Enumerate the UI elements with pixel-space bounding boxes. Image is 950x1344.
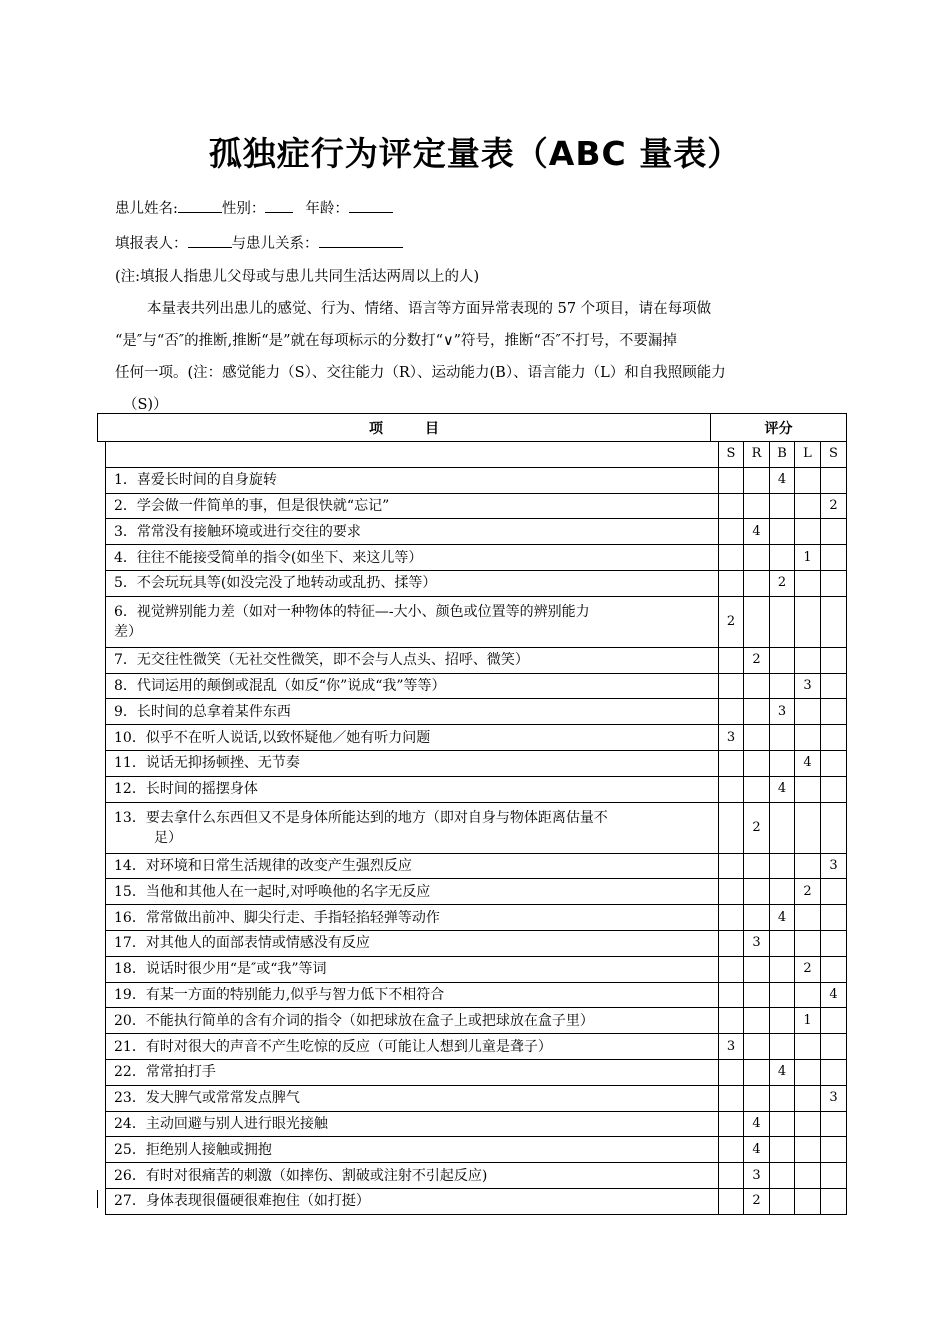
- score-b-cell[interactable]: 4: [770, 776, 795, 802]
- score-b-cell[interactable]: [770, 519, 795, 545]
- item-text: [106, 956, 719, 982]
- score-b-cell[interactable]: [770, 493, 795, 519]
- score-r-cell[interactable]: [744, 750, 770, 776]
- score-s2-cell[interactable]: 4: [821, 982, 847, 1008]
- score-l-cell[interactable]: [795, 853, 821, 879]
- score-s2-cell[interactable]: [821, 519, 847, 545]
- score-l-cell[interactable]: [795, 699, 821, 725]
- score-s2-cell[interactable]: [821, 1188, 847, 1214]
- score-s-cell[interactable]: [719, 1111, 744, 1137]
- item-text: [106, 1034, 719, 1060]
- table-row: [106, 1111, 847, 1137]
- item-text: [106, 879, 719, 905]
- score-l-cell[interactable]: [795, 519, 821, 545]
- score-b-cell[interactable]: [770, 982, 795, 1008]
- column-header-s: S: [719, 442, 744, 468]
- score-b-cell[interactable]: [770, 1008, 795, 1034]
- item-text-line: 21．有时对很大的声音不产生吃惊的反应（可能让人想到儿童是聋子）: [114, 1038, 552, 1055]
- item-text-line: 4．往往不能接受简单的指令(如坐下、来这儿等）: [114, 549, 423, 566]
- item-text-line: 13．要去拿什么东西但又不是身体所能达到的地方（即对自身与物体距离估量不: [114, 809, 608, 826]
- score-r-cell[interactable]: [744, 570, 770, 596]
- table-row: [106, 519, 847, 545]
- score-b-cell[interactable]: [770, 1163, 795, 1189]
- score-l-cell[interactable]: [795, 570, 821, 596]
- score-s2-cell[interactable]: 3: [821, 853, 847, 879]
- score-s-cell[interactable]: [719, 853, 744, 879]
- item-text-line: 11．说话无抑扬顿挫、无节奏: [114, 755, 300, 772]
- instructions-line-3: 任何一项。(注：感觉能力（S）、交往能力（R）、运动能力(B）、语言能力（L）和自我照顾能力: [115, 365, 726, 381]
- score-r-cell[interactable]: 4: [744, 519, 770, 545]
- score-s-cell[interactable]: [719, 956, 744, 982]
- score-r-cell[interactable]: 2: [744, 1188, 770, 1214]
- item-text-line: 27．身体表现很僵硬很难抱住（如打挺）: [114, 1193, 370, 1210]
- item-text: [106, 1008, 719, 1034]
- item-text: [106, 930, 719, 956]
- table-row: [106, 905, 847, 931]
- item-text: [106, 647, 719, 673]
- score-r-cell[interactable]: [744, 1034, 770, 1060]
- score-l-cell[interactable]: [795, 493, 821, 519]
- item-text-line: 20．不能执行简单的含有介词的指令（如把球放在盒子上或把球放在盒子里）: [114, 1012, 594, 1029]
- score-b-cell[interactable]: [770, 879, 795, 905]
- score-l-cell[interactable]: 3: [795, 673, 821, 699]
- item-text-continuation: 足）: [154, 829, 182, 846]
- score-r-cell[interactable]: [744, 467, 770, 493]
- name-label: 患儿姓名:: [115, 201, 178, 217]
- score-s-cell[interactable]: [719, 1188, 744, 1214]
- score-b-cell[interactable]: 4: [770, 467, 795, 493]
- item-text: [106, 725, 719, 751]
- score-r-cell[interactable]: [744, 596, 770, 647]
- item-text-line: 16．常常做出前冲、脚尖行走、手指轻掐轻弹等动作: [114, 909, 440, 926]
- score-s2-cell[interactable]: [821, 930, 847, 956]
- item-text-line: 6．视觉辨别能力差（如对一种物体的特征—-大小、颜色或位置等的辨别能力: [114, 603, 590, 620]
- header-score: 评分: [711, 414, 847, 442]
- item-text: [106, 467, 719, 493]
- score-s2-cell[interactable]: [821, 1111, 847, 1137]
- score-b-cell[interactable]: [770, 545, 795, 571]
- score-l-cell[interactable]: 2: [795, 956, 821, 982]
- table-row: [106, 1188, 847, 1214]
- item-text: [106, 1085, 719, 1111]
- table-row: [106, 802, 847, 853]
- table-edge-line: [97, 1190, 98, 1208]
- score-l-cell[interactable]: [795, 905, 821, 931]
- score-r-cell[interactable]: [744, 1008, 770, 1034]
- column-header-s2: S: [821, 442, 847, 468]
- table-row: [106, 647, 847, 673]
- score-s2-cell[interactable]: [821, 467, 847, 493]
- score-s-cell[interactable]: [719, 1008, 744, 1034]
- item-text-line: 3．常常没有接触环境或进行交往的要求: [114, 523, 361, 540]
- item-text: [106, 1111, 719, 1137]
- item-text-line: 26．有时对很痛苦的刺激（如摔伤、割破或注射不引起反应): [114, 1167, 488, 1184]
- score-s2-cell[interactable]: [821, 956, 847, 982]
- score-s2-cell[interactable]: [821, 879, 847, 905]
- score-s2-cell[interactable]: [821, 1059, 847, 1085]
- score-s2-cell[interactable]: [821, 545, 847, 571]
- score-s2-cell[interactable]: [821, 776, 847, 802]
- score-s2-cell[interactable]: [821, 1163, 847, 1189]
- table-row: [106, 1163, 847, 1189]
- score-r-cell[interactable]: 2: [744, 802, 770, 853]
- score-s2-cell[interactable]: [821, 570, 847, 596]
- score-s-cell[interactable]: [719, 545, 744, 571]
- score-s-cell[interactable]: [719, 1059, 744, 1085]
- table-row: [106, 570, 847, 596]
- score-b-cell[interactable]: [770, 1188, 795, 1214]
- item-text: [106, 1059, 719, 1085]
- score-l-cell[interactable]: [795, 930, 821, 956]
- score-l-cell[interactable]: [795, 1137, 821, 1163]
- table-row: [106, 699, 847, 725]
- score-l-cell[interactable]: [795, 725, 821, 751]
- score-l-cell[interactable]: [795, 596, 821, 647]
- score-s-cell[interactable]: [719, 905, 744, 931]
- item-text-line: 8．代词运用的颠倒或混乱（如反“你”说成“我”等等）: [114, 677, 446, 694]
- score-l-cell[interactable]: [795, 1111, 821, 1137]
- item-text: [106, 776, 719, 802]
- relation-field[interactable]: [319, 233, 403, 248]
- score-l-cell[interactable]: [795, 1163, 821, 1189]
- score-b-cell[interactable]: 2: [770, 570, 795, 596]
- score-s-cell[interactable]: 2: [719, 596, 744, 647]
- blank-cell: [106, 442, 719, 468]
- score-l-cell[interactable]: [795, 1085, 821, 1111]
- item-text-line: 19．有某一方面的特别能力,似乎与智力低下不相符合: [114, 986, 445, 1003]
- relation-label: 与患儿关系：: [231, 236, 319, 252]
- abc-scale-table: [105, 441, 847, 1215]
- score-l-cell[interactable]: 4: [795, 750, 821, 776]
- table-row: [106, 1008, 847, 1034]
- score-b-cell[interactable]: [770, 1085, 795, 1111]
- table-row: [106, 1085, 847, 1111]
- score-r-cell[interactable]: 4: [744, 1137, 770, 1163]
- item-text: [106, 1188, 719, 1214]
- item-text: [106, 853, 719, 879]
- age-field[interactable]: [349, 198, 393, 213]
- score-r-cell[interactable]: [744, 905, 770, 931]
- item-text: [106, 802, 719, 853]
- table-row: [106, 467, 847, 493]
- score-r-cell[interactable]: [744, 956, 770, 982]
- score-s2-cell[interactable]: 3: [821, 1085, 847, 1111]
- item-text-line: 5．不会玩玩具等(如没完没了地转动或乱扔、揉等）: [114, 575, 437, 592]
- table-row: [106, 493, 847, 519]
- table-row: [106, 545, 847, 571]
- reporter-note: (注:填报人指患儿父母或与患儿共同生活达两周以上的人): [115, 269, 480, 285]
- score-b-cell[interactable]: 3: [770, 699, 795, 725]
- score-r-cell[interactable]: [744, 1059, 770, 1085]
- score-s-cell[interactable]: [719, 750, 744, 776]
- score-s-cell[interactable]: [719, 879, 744, 905]
- score-l-cell[interactable]: [795, 467, 821, 493]
- score-b-cell[interactable]: [770, 956, 795, 982]
- score-b-cell[interactable]: [770, 1111, 795, 1137]
- score-s-cell[interactable]: [719, 699, 744, 725]
- page-title: 孤独症行为评定量表（ABC 量表）: [208, 134, 742, 173]
- score-s2-cell[interactable]: [821, 673, 847, 699]
- table-row: [106, 930, 847, 956]
- score-s-cell[interactable]: [719, 1163, 744, 1189]
- score-b-cell[interactable]: 4: [770, 1059, 795, 1085]
- score-s2-cell[interactable]: [821, 750, 847, 776]
- gender-label: 性别：: [221, 201, 266, 217]
- score-b-cell[interactable]: [770, 930, 795, 956]
- score-b-cell[interactable]: [770, 750, 795, 776]
- score-b-cell[interactable]: 4: [770, 905, 795, 931]
- table-row: [106, 725, 847, 751]
- item-text: [106, 673, 719, 699]
- score-r-cell[interactable]: [744, 725, 770, 751]
- item-text: [106, 545, 719, 571]
- score-s2-cell[interactable]: [821, 1008, 847, 1034]
- item-text: [106, 596, 719, 647]
- score-s2-cell[interactable]: 2: [821, 493, 847, 519]
- score-b-cell[interactable]: [770, 596, 795, 647]
- score-b-cell[interactable]: [770, 1137, 795, 1163]
- item-text: [106, 570, 719, 596]
- score-s-cell[interactable]: [719, 1137, 744, 1163]
- item-text: [106, 750, 719, 776]
- score-s2-cell[interactable]: [821, 647, 847, 673]
- item-text: [106, 905, 719, 931]
- instructions-line-2: “是″与“否″的推断,推断“是”就在每项标示的分数打“∨”符号，推断“否″不打号，不要漏掉: [115, 333, 677, 349]
- table-row: [106, 956, 847, 982]
- score-b-cell[interactable]: [770, 802, 795, 853]
- score-r-cell[interactable]: [744, 853, 770, 879]
- score-s-cell[interactable]: [719, 1085, 744, 1111]
- item-text-line: 12．长时间的摇摆身体: [114, 781, 258, 798]
- item-text-line: 9．长时间的总拿着某件东西: [114, 703, 291, 720]
- score-b-cell[interactable]: [770, 647, 795, 673]
- score-s-cell[interactable]: 3: [719, 1034, 744, 1060]
- score-b-cell[interactable]: [770, 1034, 795, 1060]
- table-row: [106, 776, 847, 802]
- item-text: [106, 1163, 719, 1189]
- table-row: [106, 1137, 847, 1163]
- item-text: [106, 982, 719, 1008]
- reporter-info-line: [115, 232, 403, 253]
- item-text-line: 14．对环境和日常生活规律的改变产生强烈反应: [114, 857, 412, 874]
- column-header-b: B: [770, 442, 795, 468]
- score-l-cell[interactable]: [795, 1188, 821, 1214]
- score-s2-cell[interactable]: [821, 802, 847, 853]
- instructions-line-4: （S)）: [123, 397, 168, 413]
- score-l-cell[interactable]: [795, 647, 821, 673]
- score-r-cell[interactable]: [744, 545, 770, 571]
- score-r-cell[interactable]: [744, 776, 770, 802]
- score-r-cell[interactable]: 4: [744, 1111, 770, 1137]
- score-s-cell[interactable]: [719, 647, 744, 673]
- score-s-cell[interactable]: [719, 982, 744, 1008]
- item-text-continuation: 差）: [114, 623, 142, 640]
- score-r-cell[interactable]: 3: [744, 1163, 770, 1189]
- reporter-label: 填报表人：: [115, 236, 188, 252]
- score-r-cell[interactable]: 3: [744, 930, 770, 956]
- score-s-cell[interactable]: [719, 776, 744, 802]
- score-r-cell[interactable]: [744, 879, 770, 905]
- item-text-line: 25．拒绝别人接触或拥抱: [114, 1141, 272, 1158]
- item-text-line: 1．喜爱长时间的自身旋转: [114, 472, 277, 489]
- age-label: 年龄：: [305, 201, 349, 217]
- score-l-cell[interactable]: [795, 1034, 821, 1060]
- item-text: [106, 1137, 719, 1163]
- score-s-cell[interactable]: [719, 570, 744, 596]
- score-s-cell[interactable]: [719, 930, 744, 956]
- score-r-cell[interactable]: [744, 493, 770, 519]
- item-text-line: 10．似乎不在听人说话,以致怀疑他／她有听力问题: [114, 729, 431, 746]
- score-l-cell[interactable]: 2: [795, 879, 821, 905]
- score-l-cell[interactable]: 1: [795, 1008, 821, 1034]
- instructions-line-1: 本量表共列出患儿的感觉、行为、情绪、语言等方面异常表现的 57 个项目，请在每项做: [147, 301, 712, 317]
- score-s2-cell[interactable]: [821, 699, 847, 725]
- reporter-field[interactable]: [188, 233, 232, 248]
- score-s-cell[interactable]: [719, 802, 744, 853]
- patient-info-line: [115, 197, 393, 218]
- score-l-cell[interactable]: 1: [795, 545, 821, 571]
- item-text: [106, 519, 719, 545]
- score-s2-cell[interactable]: [821, 905, 847, 931]
- score-b-cell[interactable]: [770, 673, 795, 699]
- table-row: [106, 879, 847, 905]
- table-row: [106, 673, 847, 699]
- score-s-cell[interactable]: [719, 467, 744, 493]
- item-text-line: 24．主动回避与别人进行眼光接触: [114, 1115, 328, 1132]
- column-header-r: R: [744, 442, 770, 468]
- score-r-cell[interactable]: [744, 699, 770, 725]
- item-text-line: 23．发大脾气或常常发点脾气: [114, 1090, 300, 1107]
- table-row: [106, 750, 847, 776]
- score-s-cell[interactable]: 3: [719, 725, 744, 751]
- item-text-line: 7．无交往性微笑（无社交性微笑，即不会与人点头、招呼、微笑）: [114, 652, 529, 669]
- header-item: 项 目: [98, 414, 711, 442]
- score-r-cell[interactable]: [744, 673, 770, 699]
- instructions: [115, 293, 837, 421]
- score-l-cell[interactable]: [795, 1059, 821, 1085]
- name-field[interactable]: [178, 198, 222, 213]
- item-text-line: 18．说话时很少用“是″或“我”等词: [114, 961, 327, 978]
- item-text-line: 17．对其他人的面部表情或情感没有反应: [114, 935, 370, 952]
- score-l-cell[interactable]: [795, 802, 821, 853]
- gender-field[interactable]: [265, 198, 293, 213]
- score-b-cell[interactable]: [770, 853, 795, 879]
- item-text-line: 22．常常拍打手: [114, 1064, 216, 1081]
- table-row: [106, 982, 847, 1008]
- score-s2-cell[interactable]: [821, 1137, 847, 1163]
- score-r-cell[interactable]: 2: [744, 647, 770, 673]
- table-header: [97, 413, 847, 442]
- item-text-line: 15．当他和其他人在一起时,对呼唤他的名字无反应: [114, 883, 431, 900]
- item-text: [106, 493, 719, 519]
- score-r-cell[interactable]: [744, 1085, 770, 1111]
- table-row: [106, 1059, 847, 1085]
- item-text-line: 2．学会做一件简单的事，但是很快就“忘记”: [114, 497, 390, 514]
- table-row: [106, 1034, 847, 1060]
- score-s2-cell[interactable]: [821, 1034, 847, 1060]
- score-l-cell[interactable]: [795, 776, 821, 802]
- score-s-cell[interactable]: [719, 519, 744, 545]
- score-l-cell[interactable]: [795, 982, 821, 1008]
- table-row: [106, 853, 847, 879]
- score-s-cell[interactable]: [719, 493, 744, 519]
- table-row: [106, 596, 847, 647]
- score-s-cell[interactable]: [719, 673, 744, 699]
- score-s2-cell[interactable]: [821, 596, 847, 647]
- column-header-row: [106, 442, 847, 468]
- score-r-cell[interactable]: [744, 982, 770, 1008]
- score-b-cell[interactable]: [770, 725, 795, 751]
- item-text: [106, 699, 719, 725]
- score-s2-cell[interactable]: [821, 725, 847, 751]
- column-header-l: L: [795, 442, 821, 468]
